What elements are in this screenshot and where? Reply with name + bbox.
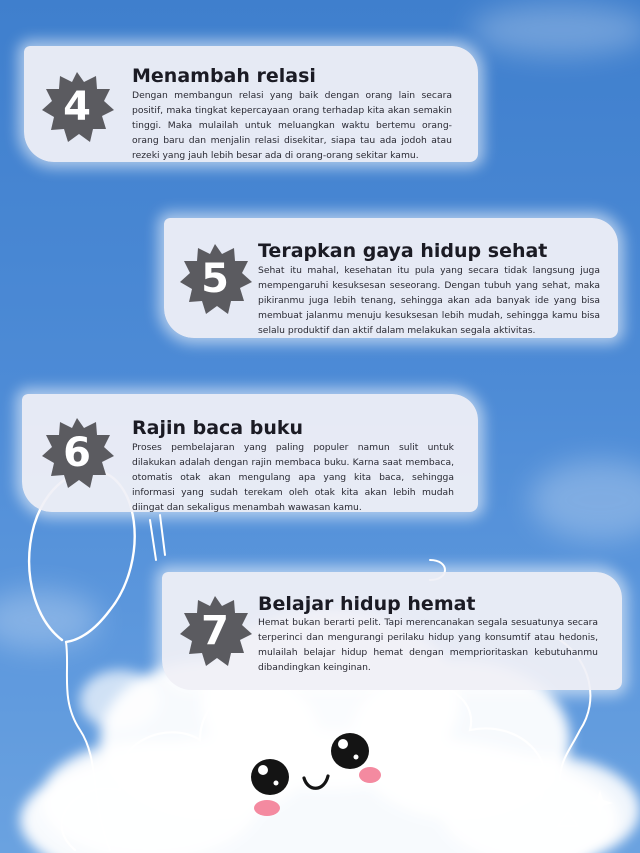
balloon-shine-lines bbox=[150, 515, 165, 560]
cloud-face bbox=[220, 720, 400, 830]
right-cheek-blush bbox=[359, 767, 381, 783]
number-badge-5 bbox=[178, 242, 252, 316]
section-body-7: Hemat bukan berarti pelit. Tapi merencanakan segala sesuatunya secara terperinci dan mengurangi perilaku hidup yang konsumtif atau hedonis, mulailah belajar hidup hemat dengan memprioritaskan kebutuhanmu dibandingkan keinginan. bbox=[258, 617, 598, 673]
smile-mouth bbox=[304, 776, 328, 788]
left-eye-shine bbox=[258, 765, 268, 775]
left-cheek-blush bbox=[254, 800, 280, 816]
section-title-4: Menambah relasi bbox=[132, 65, 316, 87]
left-eye-shine-small bbox=[274, 781, 279, 786]
right-eye-shine bbox=[338, 739, 348, 749]
right-eye-shine-small bbox=[354, 755, 359, 760]
section-number: 4 bbox=[63, 84, 91, 130]
number-badge-7 bbox=[178, 594, 252, 668]
section-body-4: Dengan membangun relasi yang baik dengan orang lain secara positif, maka tingkat kepercayaan orang terhadap kita akan semakin tinggi. Maka mulailah untuk meluangkan waktu bertemu orang-orang baru dan menjalin relasi disekitar, siapa tau ada jodoh atau rezeki yang jauh lebih besar ada di orang-orang sekitar kamu. bbox=[132, 90, 452, 161]
number-badge-6 bbox=[40, 416, 114, 490]
section-body-6: Proses pembelajaran yang paling populer namun sulit untuk dilakukan adalah dengan rajin membaca buku. Karna saat membaca, otomatis otak akan mengulang apa yang kita baca, sehingga informasi yang sudah terekam oleh otak kita akan lebih mudah diingat dan sekaligus menambah wawasan kamu. bbox=[132, 442, 454, 513]
section-number: 6 bbox=[63, 430, 91, 476]
left-eye-icon bbox=[251, 759, 289, 795]
section-number: 5 bbox=[201, 256, 229, 302]
section-title-5: Terapkan gaya hidup sehat bbox=[258, 240, 548, 262]
section-number: 7 bbox=[201, 608, 229, 654]
number-badge-4 bbox=[40, 70, 114, 144]
section-title-6: Rajin baca buku bbox=[132, 417, 304, 439]
section-title-7: Belajar hidup hemat bbox=[258, 593, 476, 615]
right-eye-icon bbox=[331, 733, 369, 769]
section-body-5: Sehat itu mahal, kesehatan itu pula yang secara tidak langsung juga mempengaruhi kesuksesan seseorang. Dengan tubuh yang sehat, maka pikiranmu juga lebih tenang, sehingga akan ada banyak ide yang bisa membuat jalanmu menuju kesuksesan lebih mudah, sehingga kamu bisa selalu produktif dan aktif dalam melakukan segala aktivitas. bbox=[258, 265, 600, 336]
